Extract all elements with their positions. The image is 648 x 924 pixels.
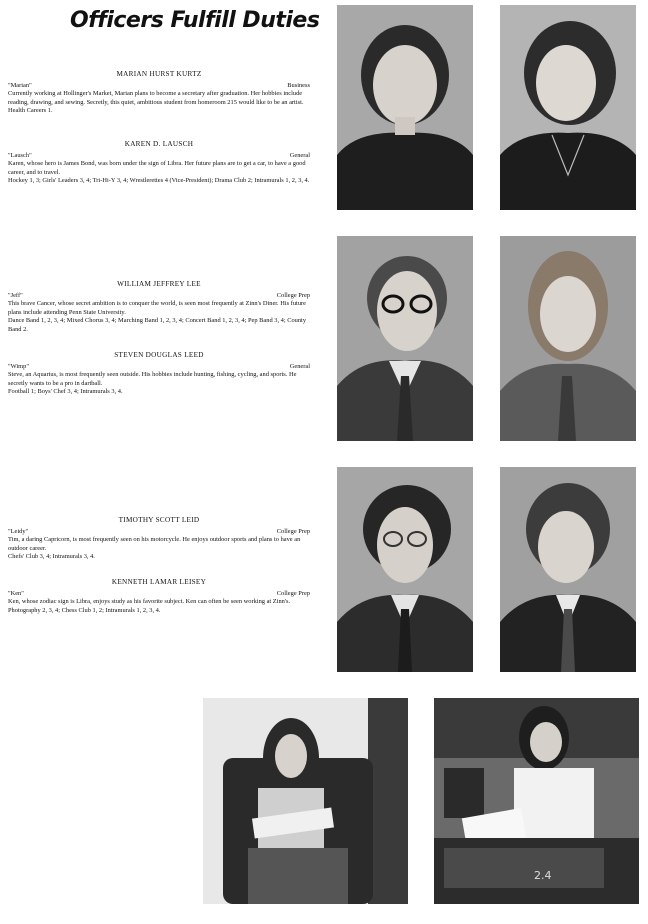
student-curriculum: College Prep <box>276 527 310 535</box>
page-title: Officers Fulfill Duties <box>70 8 320 33</box>
student-name: KENNETH LAMAR LEISEY <box>111 578 207 586</box>
student-bio: This brave Cancer, whose secret ambition is to conquer the world, is seen most frequently at Zinn's Diner. His future plans include attending Penn State University. <box>8 300 306 316</box>
student-bio: Currently working at Hollinger's Market, Marian plans to become a secretary after graduation. Her hobbies include reading, drawing, and sewing. Secretly, this quiet, ambitious student from homeroom 215 would like to be an artist. <box>8 90 304 106</box>
student-nickname: "Marian" <box>8 81 32 89</box>
student-nickname: "Ken" <box>8 589 24 597</box>
student-curriculum: College Prep <box>276 291 310 299</box>
student-activities: Football 1; Boys' Chef 3, 4; Intramurals 3, 4. <box>8 388 123 396</box>
portrait-kurtz <box>337 5 473 210</box>
student-entry-leid <box>8 516 310 562</box>
student-entry-lee <box>8 280 310 335</box>
student-entry-lausch <box>8 140 310 186</box>
student-bio: Tim, a daring Capricorn, is most frequently seen on his motorcycle. He enjoys outdoor sports and plans to have an outdoor career. <box>8 536 301 552</box>
student-curriculum: Business <box>287 81 310 89</box>
student-name: STEVEN DOUGLAS LEED <box>114 351 204 359</box>
student-name: MARIAN HURST KURTZ <box>116 70 202 78</box>
student-nickname: "Wimp" <box>8 362 29 370</box>
student-bio: Steve, an Aquarius, is most frequently seen outside. His hobbies include hunting, fishing, cycling, and sports. He secretly wants to be a pro in dartball. <box>8 371 297 387</box>
student-entry-leed <box>8 351 310 397</box>
student-activities: Health Careers 1. <box>8 107 53 115</box>
student-name: WILLIAM JEFFREY LEE <box>117 280 201 288</box>
candid-photo-typing <box>434 698 639 904</box>
student-name: TIMOTHY SCOTT LEID <box>118 516 200 524</box>
student-bio: Karen, whose hero is James Bond, was born under the sign of Libra. Her future plans are to get a car, to have a good career, and to travel. <box>8 160 306 176</box>
student-curriculum: College Prep <box>276 589 310 597</box>
portrait-leisey <box>500 467 636 672</box>
student-name: KAREN D. LAUSCH <box>124 140 194 148</box>
student-activities: Dance Band 1, 2, 3, 4; Mixed Chorus 3, 4; Marching Band 1, 2, 3, 4; Concert Band 1, 2, 3, 4; Pep Band 3, 4; County Band 2. <box>8 317 307 333</box>
portrait-leed <box>500 236 636 441</box>
portrait-leid <box>337 467 473 672</box>
portrait-lee <box>337 236 473 441</box>
portrait-lausch <box>500 5 636 210</box>
student-curriculum: General <box>289 151 310 159</box>
student-entry-leisey <box>8 578 310 615</box>
student-curriculum: General <box>289 362 310 370</box>
student-nickname: "Jeff" <box>8 291 23 299</box>
student-bio: Ken, whose zodiac sign is Libra, enjoys study as his favorite subject. Ken can often be seen working at Zinn's. <box>8 598 291 606</box>
student-nickname: "Lausch" <box>8 151 32 159</box>
student-entry-kurtz <box>8 70 310 116</box>
student-activities: Photography 2, 3, 4; Chess Club 1, 2; Intramurals 1, 2, 3, 4. <box>8 606 161 614</box>
student-activities: Chefs' Club 3, 4; Intramurals 3, 4. <box>8 553 95 561</box>
typewriter-label: 2.4 <box>534 869 552 882</box>
student-activities: Hockey 1, 3; Girls' Leaders 3, 4; Tri-Hi-Y 3, 4; Wrestlerettes 4 (Vice-President); Drama Club 2; Intramurals 1, 2, 3, 4. <box>8 177 310 185</box>
student-nickname: "Leidy" <box>8 527 29 535</box>
candid-photo-reading <box>203 698 408 904</box>
